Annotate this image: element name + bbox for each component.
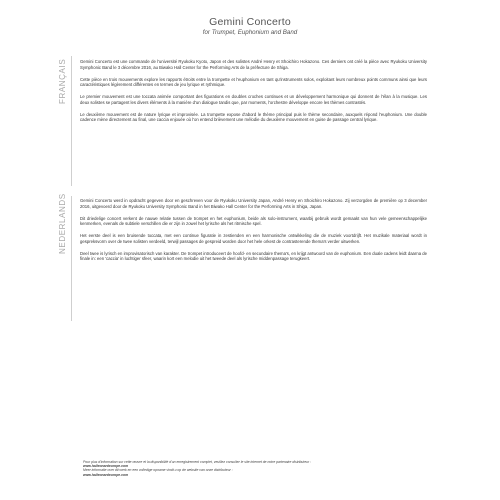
section-divider-nederlands	[71, 196, 72, 321]
section-divider-francais	[71, 56, 72, 186]
section-francais	[80, 59, 427, 129]
footer-link-fr[interactable]: www.halleonardeurope.com	[83, 464, 129, 469]
section-label-francais: FRANÇAIS	[58, 58, 67, 104]
page-subtitle: for Trumpet, Euphonium and Band	[202, 29, 298, 36]
paragraph: Le deuxième mouvement est de nature lyrique et improvisée. La trompette expose d'abord le thème principal puis le thème secondaire, auxquels répond l'euphonium. Une double cadence mène directement au final, une caccia enjouée où l'on entend brièvement une mélodie du deuxième mouvement en guise de passage central lyrique.	[80, 111, 427, 122]
section-nederlands	[80, 198, 427, 268]
paragraph: Cette pièce en trois mouvements explore les rapports étroits entre la trompette et l'euphonium en tant qu'instruments solos, exploitant leurs nombreux points communs ainsi que leurs caractéristiques légèrement différentes en termes de jeu lyrique et rythmique.	[80, 76, 427, 87]
footer-link-nl[interactable]: www.halleonardeurope.com	[83, 472, 129, 477]
footer-text-nl: Meer informatie over dit werk en een volledige opname vindt u op de website van onze distributeur :	[83, 468, 233, 473]
footer-text-fr: Pour plus d'information sur cette œuvre et la disponibilité d'un enregistrement complet, veuillez consulter le site internet de notre partenaire distributeur :	[83, 460, 312, 464]
page-title: Gemini Concerto	[209, 16, 291, 28]
paragraph: Le premier mouvement est une toccata animée comportant des figurations en doubles croches continues et un développement harmonique qui donnent de l'élan à la musique. Les deux solistes se partagent les divers éléments à la manière d'un dialogue tandis que, par moments, l'orchestre développe encore les thèmes contrastés.	[80, 94, 427, 105]
paragraph: Het eerste deel is een bruisende toccata, met een continue figuratie in zestienden en een harmonische ontwikkeling die de muziek voortdrijft. Het muzikale materiaal wordt in gespreksvorm over de twee solisten verdeeld, terwijl passages de gespreid worden door het hele orkest de contrasterende thema's verder uitwerken.	[80, 233, 427, 244]
paragraph: Gemini Concerto werd in opdracht gegeven door en geschreven voor de Ryukoku University Japan, André Henry en Shoichiro Hokazono. Zij verzorgden de première op 3 december 2016, uitgevoerd door de Ryukoku University Symphonic Band in het Biwako Hall Center for the Performing Arts in Shiga, Japan.	[80, 198, 427, 209]
section-label-nederlands: NEDERLANDS	[58, 193, 67, 254]
paragraph: Gemini Concerto est une commande de l'université Ryukoku Kyoto, Japon et des solistes André Henry et Shoichiro Hokazono. Ces derniers ont créé la pièce avec Ryukoku University Symphonic Band le 3 décembre 2016, au Biwako Hall Center for the Performing Arts de la préfecture de Shiga.	[80, 59, 427, 70]
paragraph: Deel twee is lyrisch en improvisatorisch van karakter. De trompet introduceert de hoofd- en secundaire thema's, en krijgt antwoord van de euphonium. Een duale cadens leidt daarna de finale in: een 'caccia' in luchtiger sfeer, waarin kort een melodie uit het tweede deel als lyrische middenpassage terugkeert.	[80, 250, 427, 261]
page-footer	[83, 460, 423, 477]
paragraph: Dit driedelige concert verkent de nauwe relatie tussen de trompet en het euphonium, beide als solo-instrument, waarbij gebruik wordt gemaakt van hun vele gemeenschappelijke kenmerken, evenals de subtiele verschillen die er zijn in zowel het lyrische als het ritmische spel.	[80, 215, 427, 226]
page-header	[0, 16, 500, 36]
